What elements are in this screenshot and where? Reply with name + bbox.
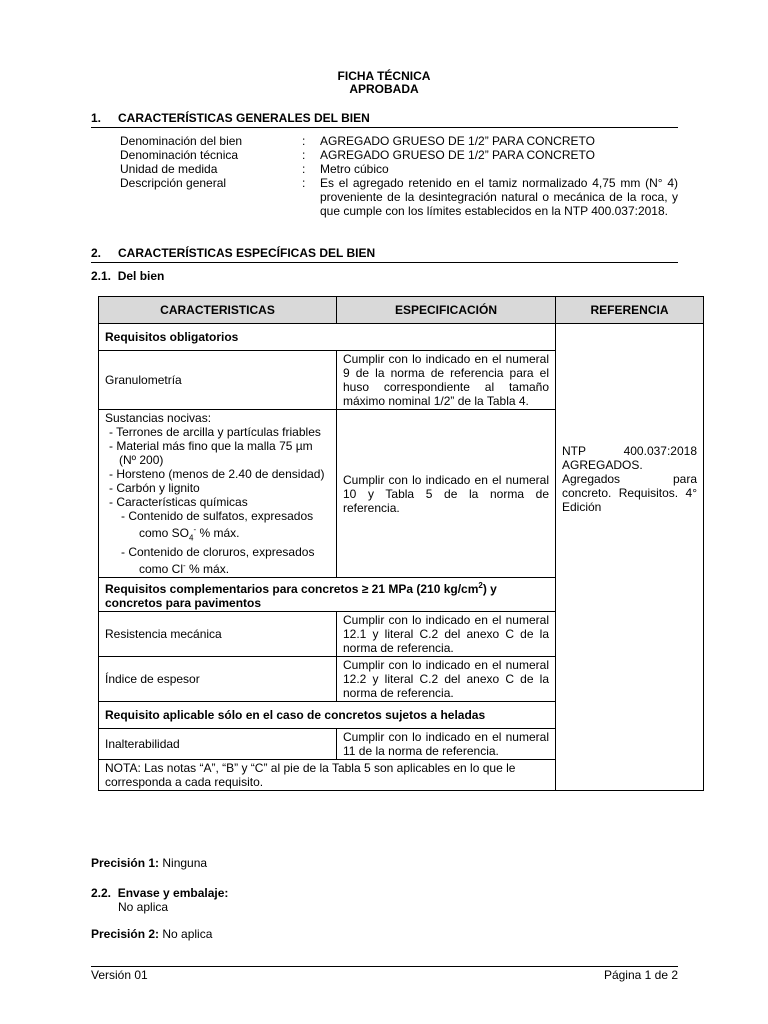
sustancias-nocivas-cell [99, 410, 337, 578]
field-value-descripcion-general: Es el agregado retenido en el tamiz normalizado 4,75 mm (N° 4) proveniente de la desintegración natural o mecánica de la roca, y que cumple con los límites establecidos en la NTP 400.037:2018. [320, 176, 678, 218]
subsection-2-2-number: 2.2. [91, 886, 112, 900]
referencia-cell: NTP 400.037:2018 AGREGADOS. Agregados para concreto. Requisitos. 4° Edición [556, 324, 704, 791]
table-note: NOTA: Las notas “A”, “B” y “C” al pie de la Tabla 5 son aplicables en lo que le corresponda a cada requisito. [99, 760, 556, 791]
group-2-superscript: 2 [478, 581, 483, 591]
sulfatos-subscript: 4 [189, 533, 194, 543]
list-item: - Material más fino que la malla 75 µm (Nº 200) [109, 439, 313, 467]
field-label-denominacion-tecnica: Denominación técnica [120, 148, 239, 162]
section-2-heading [91, 246, 678, 263]
field-colon: : [302, 176, 306, 190]
granulometria-spec: Cumplir con lo indicado en el numeral 9 de la norma de referencia para el huso correspondiente al tamaño máximo nominal 1/2” de la Tabla 4. [337, 351, 556, 410]
list-item [105, 545, 330, 576]
subsection-2-2-value: No aplica [118, 900, 169, 914]
document-title: FICHA TÉCNICA [337, 69, 431, 83]
field-label-unidad-medida: Unidad de medida [120, 162, 218, 176]
header-caracteristicas: CARACTERISTICAS [99, 297, 337, 324]
group-2-text-end: ) y concretos para pavimentos [105, 582, 497, 611]
cloruros-text: - Contenido de cloruros, expresados como Cl [121, 545, 315, 577]
espesor-spec: Cumplir con lo indicado en el numeral 12.2 y literal C.2 del anexo C de la norma de referencia. [337, 657, 556, 702]
group-requisitos-complementarios [99, 578, 556, 612]
precision-2-value: No aplica [159, 927, 213, 941]
sustancias-spec: Cumplir con lo indicado en el numeral 10 y Tabla 5 de la norma de referencia. [337, 410, 556, 578]
list-item: - Carbón y lignito [109, 481, 200, 495]
sulfatos-unit: % máx. [196, 526, 240, 540]
precision-2 [91, 927, 212, 941]
subsection-2-1-title: Del bien [117, 269, 165, 283]
sustancias-heading: Sustancias nocivas: [105, 411, 212, 425]
table-row [99, 324, 704, 351]
header-especificacion: ESPECIFICACIÓN [337, 297, 556, 324]
list-item: - Terrones de arcilla y partículas friables [109, 425, 321, 439]
document-status: APROBADA [349, 82, 419, 96]
group-requisitos-obligatorios: Requisitos obligatorios [99, 324, 556, 351]
precision-1-label: Precisión 1: [91, 856, 160, 870]
precision-2-label: Precisión 2: [91, 927, 160, 941]
footer-version: Versión 01 [91, 968, 148, 982]
sustancias-list [105, 425, 330, 576]
group-2-text: Requisitos complementarios para concretos ≥ 21 MPa (210 kg/cm [105, 582, 479, 597]
section-1-title: CARACTERÍSTICAS GENERALES DEL BIEN [118, 111, 370, 125]
list-item [105, 509, 330, 545]
section-1-number: 1. [91, 111, 102, 125]
precision-1-value: Ninguna [159, 856, 208, 870]
field-value-denominacion-bien: AGREGADO GRUESO DE 1/2” PARA CONCRETO [320, 134, 595, 148]
cloruros-unit: % máx. [185, 562, 230, 577]
subsection-2-1-heading [91, 269, 164, 283]
inalterabilidad-label: Inalterabilidad [99, 729, 337, 760]
resistencia-label: Resistencia mecánica [99, 612, 337, 657]
footer-page-number: Página 1 de 2 [603, 968, 678, 982]
list-item: - Horsteno (menos de 2.40 de densidad) [109, 467, 325, 481]
footer-divider [91, 966, 678, 967]
field-value-unidad-medida: Metro cúbico [320, 162, 389, 176]
field-label-descripcion-general: Descripción general [120, 176, 227, 190]
section-2-title: CARACTERÍSTICAS ESPECÍFICAS DEL BIEN [118, 246, 376, 260]
resistencia-spec: Cumplir con lo indicado en el numeral 12.1 y literal C.2 del anexo C de la norma de referencia. [337, 612, 556, 657]
espesor-label: Índice de espesor [99, 657, 337, 702]
subsection-2-2-heading [91, 886, 228, 900]
specifications-table [98, 296, 704, 791]
table-header-row [99, 297, 704, 324]
section-2-number: 2. [91, 246, 102, 260]
group-requisito-heladas: Requisito aplicable sólo en el caso de concretos sujetos a heladas [99, 702, 556, 729]
header-referencia: REFERENCIA [556, 297, 704, 324]
field-value-denominacion-tecnica: AGREGADO GRUESO DE 1/2” PARA CONCRETO [320, 148, 595, 162]
field-colon: : [302, 134, 306, 148]
cloruros-superscript: - [183, 561, 186, 571]
inalterabilidad-spec: Cumplir con lo indicado en el numeral 11 de la norma de referencia. [337, 729, 556, 760]
field-label-denominacion-bien: Denominación del bien [120, 134, 243, 148]
field-colon: : [302, 162, 306, 176]
section-1-heading [91, 111, 678, 128]
sulfatos-superscript: - [193, 525, 197, 534]
granulometria-label: Granulometría [99, 351, 337, 410]
subsection-2-2-title: Envase y embalaje: [117, 886, 229, 900]
field-colon: : [302, 148, 306, 162]
sulfatos-text: - Contenido de sulfatos, expresados como SO [121, 509, 314, 540]
subsection-2-1-number: 2.1. [91, 269, 112, 283]
precision-1 [91, 856, 207, 870]
list-item: - Características químicas [109, 495, 248, 509]
